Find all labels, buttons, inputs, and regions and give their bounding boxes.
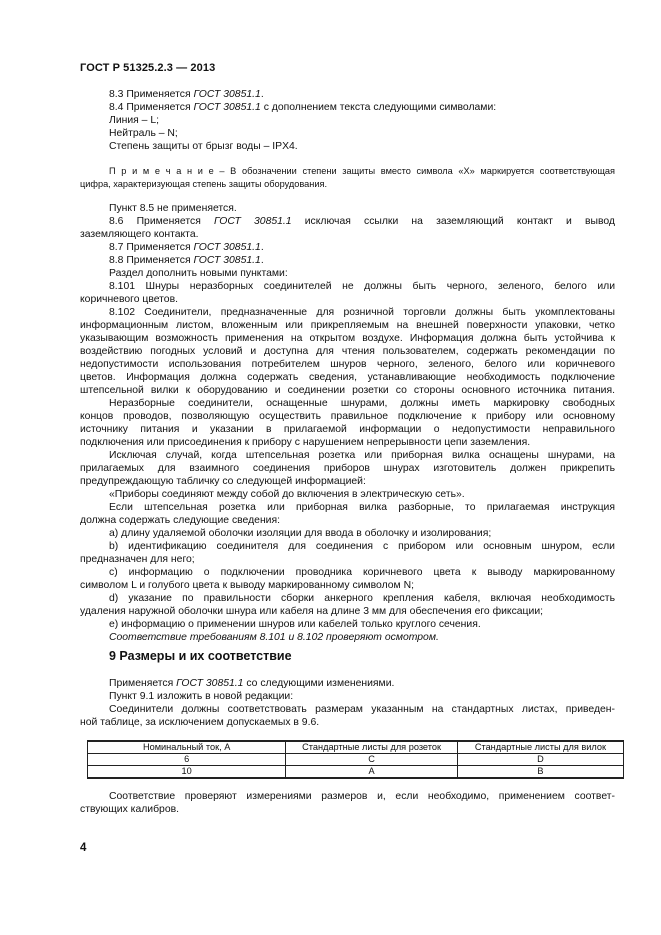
- instruction-line: должна содержать следующие сведения:: [80, 515, 280, 526]
- instruction-line: Если штепсельная розетка или приборная вилка разборные, то прилагаемая инструкция: [109, 502, 615, 513]
- clause-8-101-cont: коричневого цветов.: [80, 294, 178, 305]
- check-statement: Соответствие требованиям 8.101 и 8.102 проверяют осмотром.: [109, 632, 439, 643]
- clause-text: 8.6 Применяется: [109, 216, 214, 227]
- clause-text: Применяется: [109, 678, 177, 689]
- table-cell: С: [286, 754, 458, 766]
- note-line: П р и м е ч а н и е – В обозначении степени защиты вместо символа «Х» маркируется соответствующая: [109, 166, 615, 176]
- page-number: 4: [80, 842, 87, 854]
- clause-8-102-line: цветов. Информация должна содержать сведения, устанавливающие необходимость подключение: [80, 372, 615, 383]
- clause-text: с дополнением текста следующими символами:: [260, 102, 497, 113]
- table-cell: В: [457, 766, 623, 779]
- clause-9-1: Пункт 9.1 изложить в новой редакции:: [109, 691, 294, 702]
- clause-8-102-line: воздействию погодных условий и доступна для чтения пользователем, содержать рекомендации по: [80, 346, 615, 357]
- table-header-row: [88, 741, 624, 754]
- item-e: е) информацию о применении шнуров или кабелей только круглого сечения.: [109, 619, 481, 630]
- item-a: а) длину удаляемой оболочки изоляции для ввода в оболочку и изолирования;: [109, 528, 492, 539]
- table-cell: 6: [88, 754, 286, 766]
- connectors-line: ной таблице, за исключением допускаемых в 9.6.: [80, 717, 320, 728]
- clause-8-5: Пункт 8.5 не применяется.: [109, 203, 237, 214]
- clause-text: .: [260, 242, 264, 253]
- item-b-cont: предназначен для него;: [80, 554, 195, 565]
- except-line: Исключая случай, когда штепсельная розетка или приборная вилка оснащены шнурами, на: [109, 450, 615, 461]
- table-row: [88, 754, 624, 766]
- clause-text: 8.8 Применяется: [109, 255, 194, 266]
- except-line: предупреждающую табличку со следующей информацией:: [80, 476, 366, 487]
- table-cell: А: [286, 766, 458, 779]
- standard-reference: ГОСТ 30851.1: [193, 102, 261, 113]
- nonseparable-line: подключения или присоединения к прибору с нарушением непрерывности цепи заземления.: [80, 437, 531, 448]
- item-d-cont: удаления наружной оболочки шнура или кабеля на длине 3 мм для обеспечения его фиксации;: [80, 606, 544, 617]
- item-c-cont: символом L и голубого цвета к выводу маркированному символом N;: [80, 580, 414, 591]
- except-line: прилагаемых для взаимного соединения приборов шнурах изготовитель должен прикрепить: [80, 463, 615, 474]
- clause-text: со следующими изменениями.: [243, 678, 395, 689]
- table-row: [88, 766, 624, 779]
- standard-reference: ГОСТ 30851.1: [193, 242, 261, 253]
- clause-text: 8.3 Применяется: [109, 89, 194, 100]
- clause-8-3: [109, 88, 264, 101]
- clause-text: исключая ссылки на заземляющий контакт и вывод: [291, 216, 615, 227]
- nonseparable-line: источнику питания и указании в прилагаемой информации о недопустимости неправильного: [80, 424, 615, 435]
- standard-reference: ГОСТ 30851.1: [213, 216, 292, 227]
- item-d: d) указание по правильности сборки анкерного крепления кабеля, включая необходимость: [109, 593, 615, 604]
- clause-8-7: [109, 241, 264, 254]
- table-cell: D: [457, 754, 623, 766]
- symbol-neutral: Нейтраль – N;: [109, 128, 178, 139]
- table-header-cell: Стандартные листы для розеток: [286, 741, 458, 754]
- item-b: b) идентификацию соединителя для соединения с прибором или основным шнуром, если: [109, 541, 615, 552]
- clause-8-102-line: 8.102 Соединители, предназначенные для розничной торговли должны быть укомплектованы: [109, 307, 615, 318]
- clause-8-4: [109, 101, 496, 114]
- symbol-line: Линия – L;: [109, 115, 160, 126]
- table-header-cell: Стандартные листы для вилок: [457, 741, 623, 754]
- clause-8-8: [109, 254, 264, 267]
- clause-8-102-line: информационным листом, вложенным или прикрепляемым на внешней поверхности упаковки, четко: [80, 320, 615, 331]
- document-header: ГОСТ Р 51325.2.3 — 2013: [80, 62, 216, 74]
- clause-8-6: [109, 215, 615, 228]
- nonseparable-line: концов проводов, позволяющую осуществить правильное подключение к прибору или основному: [80, 411, 615, 422]
- standard-reference: ГОСТ 30851.1: [176, 678, 244, 689]
- note-line: цифра, характеризующая степень защиты оборудования.: [80, 179, 328, 189]
- section-9-apply: [109, 677, 394, 690]
- nonseparable-line: Неразборные соединители, оснащенные шнурами, должны иметь маркировку свободных: [109, 398, 615, 409]
- clause-text: 8.4 Применяется: [109, 102, 194, 113]
- table-cell: 10: [88, 766, 286, 779]
- standard-sheets-table: [87, 740, 624, 779]
- symbol-ipx4: Степень защиты от брызг воды – IPX4.: [109, 141, 298, 152]
- clause-8-102-line: недопустимости использования потребителем шнуров черного, зеленого, белого или коричневого: [80, 359, 615, 370]
- clause-8-102-line: указывающим возможность применения на открытом воздухе. Информация должна быть устойчива к: [80, 333, 615, 344]
- final-line: ствующих калибров.: [80, 804, 180, 815]
- connectors-line: Соединители должны соответствовать размерам указанным на стандартных листах, приведен-: [109, 704, 615, 715]
- clause-8-6-cont: заземляющего контакта.: [80, 229, 199, 240]
- standard-reference: ГОСТ 30851.1: [193, 89, 261, 100]
- section-9-title: 9 Размеры и их соответствие: [109, 649, 292, 663]
- clause-text: 8.7 Применяется: [109, 242, 194, 253]
- standard-reference: ГОСТ 30851.1: [193, 255, 261, 266]
- final-line: Соответствие проверяют измерениями размеров и, если необходимо, применением соответ-: [109, 791, 615, 802]
- clause-text: .: [260, 89, 264, 100]
- clause-8-102-line: штепсельной вилки к оборудованию и соединении розетки со стороны основного источника питания.: [80, 385, 615, 396]
- add-points-line: Раздел дополнить новыми пунктами:: [109, 268, 288, 279]
- warning-quote: «Приборы соединяют между собой до включения в электрическую сеть».: [109, 489, 465, 500]
- item-c: с) информацию о подключении проводника коричневого цвета к выводу маркированному: [109, 567, 615, 578]
- clause-text: .: [260, 255, 264, 266]
- clause-8-101: 8.101 Шнуры неразборных соединителей не должны быть черного, зеленого, белого или: [109, 281, 615, 292]
- table-header-cell: Номинальный ток, А: [88, 741, 286, 754]
